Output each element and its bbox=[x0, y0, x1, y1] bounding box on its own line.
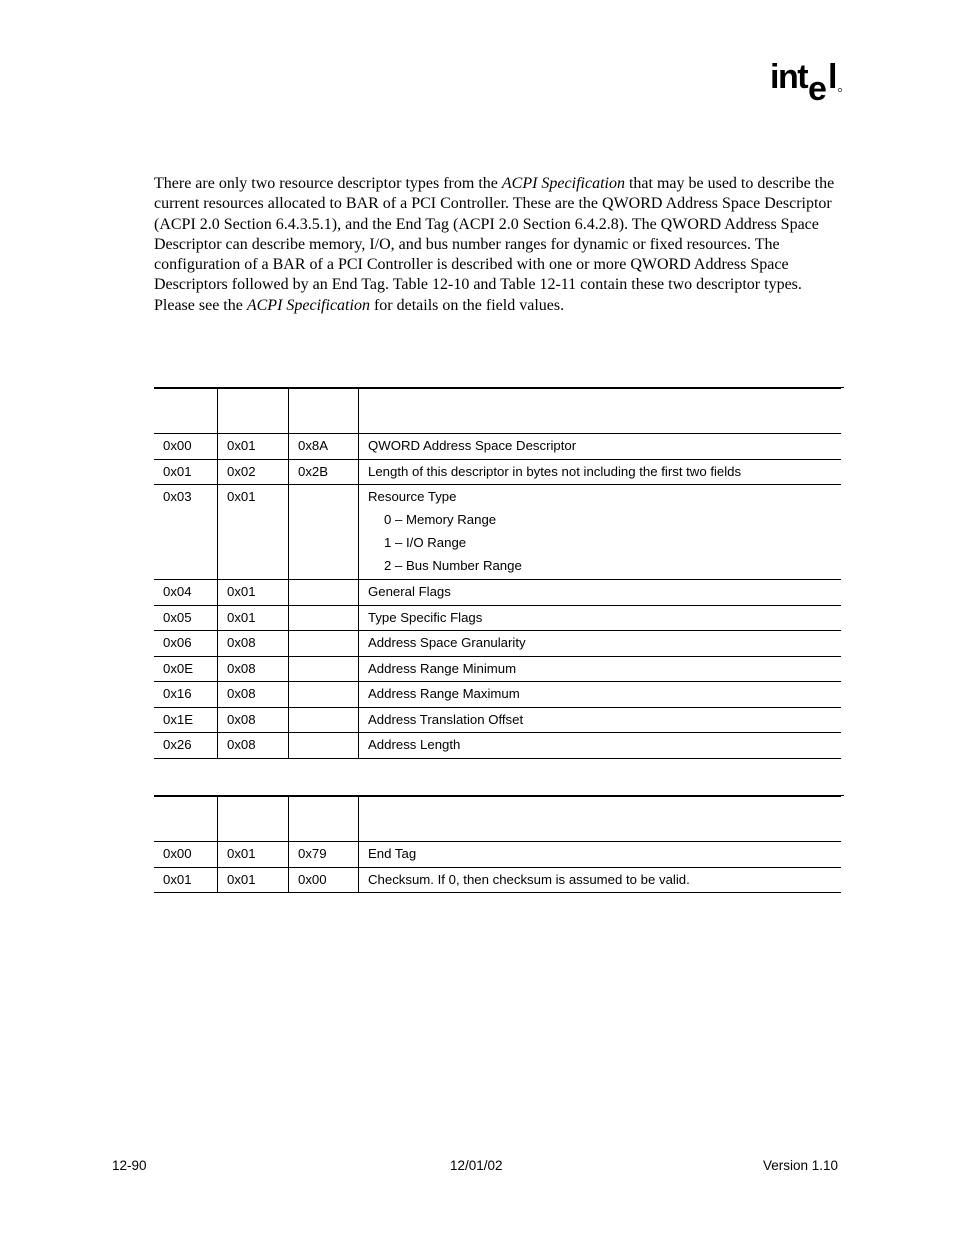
offset-cell: 0x00 bbox=[154, 434, 218, 460]
acpi-spec-ref-2: ACPI Specification bbox=[246, 296, 370, 314]
description-cell: Address Range Maximum bbox=[359, 682, 842, 708]
acpi-spec-ref-1: ACPI Specification bbox=[501, 175, 625, 192]
value-cell bbox=[289, 485, 359, 580]
header-cell bbox=[359, 389, 842, 434]
table-row bbox=[154, 733, 841, 759]
table2-header-row bbox=[154, 797, 841, 842]
value-cell: 0x79 bbox=[289, 842, 359, 868]
resource-type-option: 1 – I/O Range bbox=[384, 535, 467, 550]
header-cell bbox=[289, 389, 359, 434]
description-cell: Address Space Granularity bbox=[359, 631, 842, 657]
para-text-2: that may be used to describe the current resources allocated to BAR of a PCI Controller. These are the QWORD Address Space Descriptor (ACPI 2.0 Section 6.4.3.5.1), and the End Tag (ACPI 2.0 Section 6.4.2.8). The QWORD Address Space Descriptor can describe memory, I/O, and bus number ranges for dynamic or fixed resources. The configuration of a BAR of a PCI Controller is described with one or more QWORD Address Space Descriptors followed by an End Tag. Table 12-10 and Table 12-11 contain these two descriptor types. Please see the bbox=[154, 175, 835, 314]
offset-cell: 0x00 bbox=[154, 842, 218, 868]
footer-version: Version 1.10 bbox=[763, 1158, 839, 1173]
size-cell: 0x01 bbox=[218, 842, 289, 868]
description-cell: General Flags bbox=[359, 580, 842, 606]
size-cell: 0x01 bbox=[218, 867, 289, 893]
table-row bbox=[154, 707, 841, 733]
header-cell bbox=[218, 389, 289, 434]
resource-type-option: 0 – Memory Range bbox=[384, 512, 497, 527]
table-row bbox=[154, 605, 841, 631]
description-cell: End Tag bbox=[359, 842, 842, 868]
value-cell bbox=[289, 707, 359, 733]
value-cell bbox=[289, 605, 359, 631]
table-row bbox=[154, 459, 841, 485]
description-cell: Length of this descriptor in bytes not including the first two fields bbox=[359, 459, 842, 485]
value-cell: 0x2B bbox=[289, 459, 359, 485]
size-cell: 0x01 bbox=[218, 580, 289, 606]
table-row bbox=[154, 842, 841, 868]
offset-cell: 0x26 bbox=[154, 733, 218, 759]
logo-text-e: e bbox=[808, 70, 827, 106]
size-cell: 0x08 bbox=[218, 631, 289, 657]
offset-cell: 0x16 bbox=[154, 682, 218, 708]
offset-cell: 0x06 bbox=[154, 631, 218, 657]
size-cell: 0x08 bbox=[218, 707, 289, 733]
qword-descriptor-table bbox=[154, 388, 841, 759]
description-cell: Address Length bbox=[359, 733, 842, 759]
table-row bbox=[154, 631, 841, 657]
header-cell bbox=[218, 797, 289, 842]
page-number: 12-90 bbox=[112, 1158, 147, 1173]
description-cell: QWORD Address Space Descriptor bbox=[359, 434, 842, 460]
header-cell bbox=[289, 797, 359, 842]
logo-text-int: int bbox=[770, 58, 808, 96]
logo-text-l: l bbox=[828, 58, 838, 96]
description-cell: Type Specific Flags bbox=[359, 605, 842, 631]
size-cell: 0x08 bbox=[218, 733, 289, 759]
description-cell: Address Translation Offset bbox=[359, 707, 842, 733]
value-cell: 0x00 bbox=[289, 867, 359, 893]
footer-date: 12/01/02 bbox=[450, 1158, 503, 1173]
para-text-3: for details on the field values. bbox=[369, 296, 565, 314]
size-cell: 0x01 bbox=[218, 434, 289, 460]
offset-cell: 0x05 bbox=[154, 605, 218, 631]
description-cell: Address Range Minimum bbox=[359, 656, 842, 682]
offset-cell: 0x1E bbox=[154, 707, 218, 733]
offset-cell: 0x04 bbox=[154, 580, 218, 606]
value-cell bbox=[289, 733, 359, 759]
value-cell bbox=[289, 682, 359, 708]
table-row bbox=[154, 434, 841, 460]
intro-paragraph bbox=[154, 174, 844, 316]
header-cell bbox=[154, 797, 218, 842]
description-cell: Checksum. If 0, then checksum is assumed to be valid. bbox=[359, 867, 842, 893]
value-cell bbox=[289, 656, 359, 682]
size-cell: 0x02 bbox=[218, 459, 289, 485]
size-cell: 0x01 bbox=[218, 485, 289, 580]
size-cell: 0x08 bbox=[218, 682, 289, 708]
para-text-1: There are only two resource descriptor types from the bbox=[154, 175, 502, 192]
table-row bbox=[154, 580, 841, 606]
size-cell: 0x01 bbox=[218, 605, 289, 631]
table-row bbox=[154, 656, 841, 682]
table-row bbox=[154, 867, 841, 893]
end-tag-table bbox=[154, 796, 841, 893]
header-cell bbox=[359, 797, 842, 842]
offset-cell: 0x03 bbox=[154, 485, 218, 580]
value-cell bbox=[289, 631, 359, 657]
table-row bbox=[154, 682, 841, 708]
value-cell: 0x8A bbox=[289, 434, 359, 460]
value-cell bbox=[289, 580, 359, 606]
offset-cell: 0x01 bbox=[154, 867, 218, 893]
offset-cell: 0x01 bbox=[154, 459, 218, 485]
intel-logo bbox=[768, 58, 848, 106]
table-row bbox=[154, 485, 841, 580]
offset-cell: 0x0E bbox=[154, 656, 218, 682]
description-cell bbox=[359, 485, 842, 580]
resource-type-option: 2 – Bus Number Range bbox=[384, 558, 522, 573]
registered-mark-icon bbox=[838, 88, 841, 91]
resource-type-label: Resource Type bbox=[368, 489, 457, 504]
size-cell: 0x08 bbox=[218, 656, 289, 682]
table1-header-row bbox=[154, 389, 841, 434]
header-cell bbox=[154, 389, 218, 434]
